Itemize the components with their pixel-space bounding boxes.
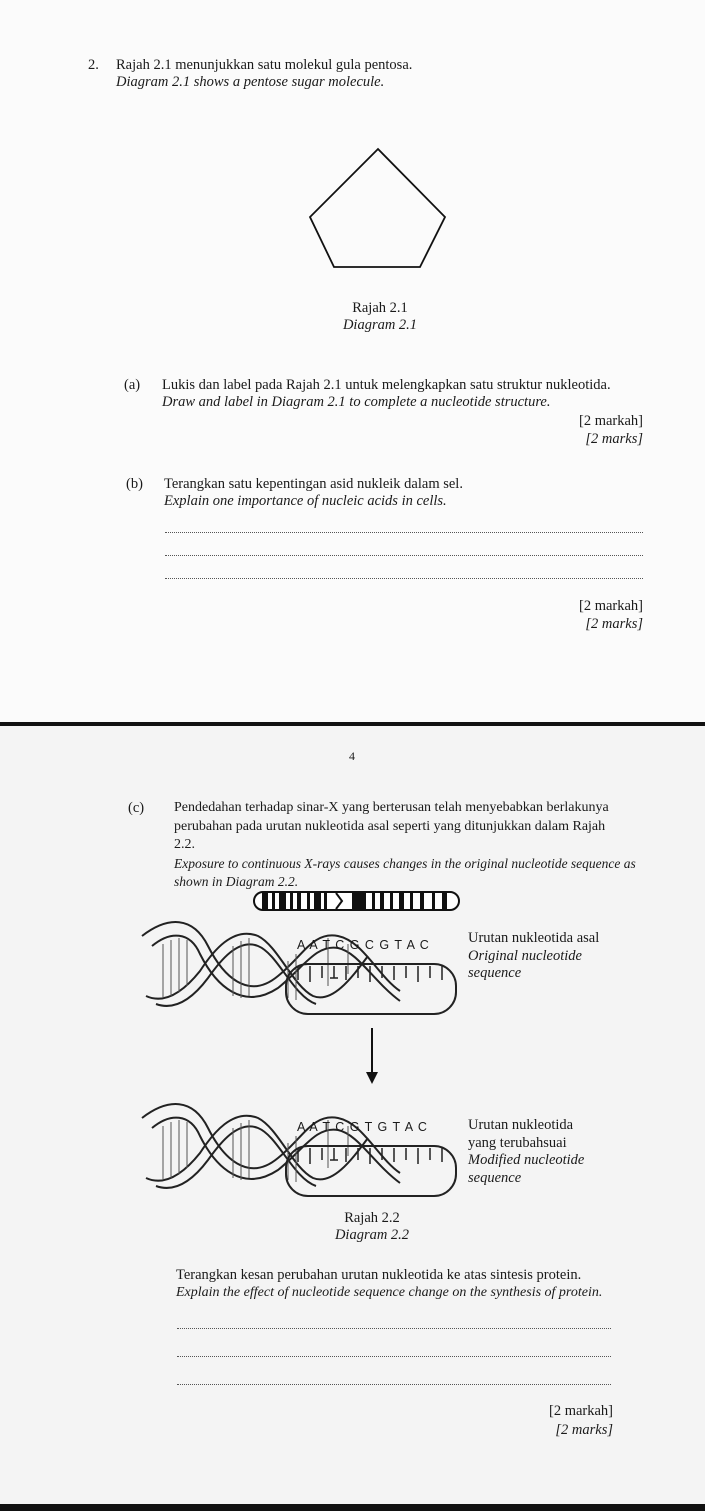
part-a-marks-en: [2 marks] <box>585 431 643 447</box>
diagram-2-1-label-en: Diagram 2.1 <box>342 317 418 333</box>
part-c-label: (c) <box>128 800 145 816</box>
part-a-text-ms: Lukis dan label pada Rajah 2.1 untuk melengkapkan satu struktur nukleotida. <box>162 377 611 393</box>
part-c-question-ms: Terangkan kesan perubahan urutan nukleotida ke atas sintesis protein. <box>176 1267 582 1283</box>
part-a-marks-ms: [2 markah] <box>578 413 643 429</box>
part-b-marks-ms: [2 markah] <box>578 598 643 614</box>
pentose-sugar-pentagon <box>300 142 460 272</box>
bottom-edge <box>0 1504 705 1511</box>
part-c-text-ms-2: perubahan pada urutan nukleotida asal seperti yang ditunjukkan dalam Rajah <box>174 819 606 834</box>
question-stem-en: Diagram 2.1 shows a pentose sugar molecule. <box>116 74 385 90</box>
page-number: 4 <box>349 749 355 763</box>
answer-line-b-3[interactable] <box>165 578 643 579</box>
question-number: 2. <box>88 57 99 73</box>
modified-label-ms-2: yang terubahsuai <box>468 1135 567 1151</box>
modified-sequence: A A T C G T G T A C <box>297 1120 428 1134</box>
answer-line-b-1[interactable] <box>165 532 643 533</box>
part-b-label: (b) <box>126 476 143 492</box>
question-stem-ms: Rajah 2.1 menunjukkan satu molekul gula pentosa. <box>116 57 413 73</box>
chromosome-icon <box>252 889 462 913</box>
modified-label-en-2: sequence <box>468 1170 522 1186</box>
dna-helix-original-icon <box>138 916 468 1016</box>
part-c-marks-en: [2 marks] <box>555 1422 613 1438</box>
original-label-en-1: Original nucleotide <box>468 948 582 964</box>
page-3-sheet <box>0 0 705 722</box>
page-4-sheet <box>0 726 705 1504</box>
down-arrow-icon <box>364 1026 380 1086</box>
part-c-text-en-2: shown in Diagram 2.2. <box>174 874 299 889</box>
answer-line-c-2[interactable] <box>177 1356 611 1357</box>
dna-helix-modified-icon <box>138 1098 468 1198</box>
modified-label-en-1: Modified nucleotide <box>468 1152 585 1168</box>
part-c-text-ms-1: Pendedahan terhadap sinar-X yang berterusan telah menyebabkan berlakunya <box>174 800 609 815</box>
diagram-2-2-label-en: Diagram 2.2 <box>334 1227 410 1243</box>
part-c-text-ms-3: 2.2. <box>174 837 195 852</box>
original-sequence: A A T C G C G T A C <box>297 938 430 952</box>
part-c-text-en-1: Exposure to continuous X-rays causes changes in the original nucleotide sequence as <box>174 856 636 871</box>
part-b-text-ms: Terangkan satu kepentingan asid nukleik dalam sel. <box>164 476 463 492</box>
part-c-marks-ms: [2 markah] <box>548 1403 613 1419</box>
part-a-text-en: Draw and label in Diagram 2.1 to complete a nucleotide structure. <box>162 394 551 410</box>
diagram-2-1-label-ms: Rajah 2.1 <box>352 300 408 316</box>
part-b-marks-en: [2 marks] <box>585 616 643 632</box>
diagram-2-2-label-ms: Rajah 2.2 <box>344 1210 400 1226</box>
modified-label-ms-1: Urutan nukleotida <box>468 1117 574 1133</box>
part-c-question-en: Explain the effect of nucleotide sequence change on the synthesis of protein. <box>176 1285 603 1300</box>
part-a-label: (a) <box>124 377 141 393</box>
original-label-ms: Urutan nukleotida asal <box>468 930 600 946</box>
original-label-en-2: sequence <box>468 965 522 981</box>
answer-line-b-2[interactable] <box>165 555 643 556</box>
answer-line-c-3[interactable] <box>177 1384 611 1385</box>
answer-line-c-1[interactable] <box>177 1328 611 1329</box>
part-b-text-en: Explain one importance of nucleic acids in cells. <box>164 493 447 509</box>
